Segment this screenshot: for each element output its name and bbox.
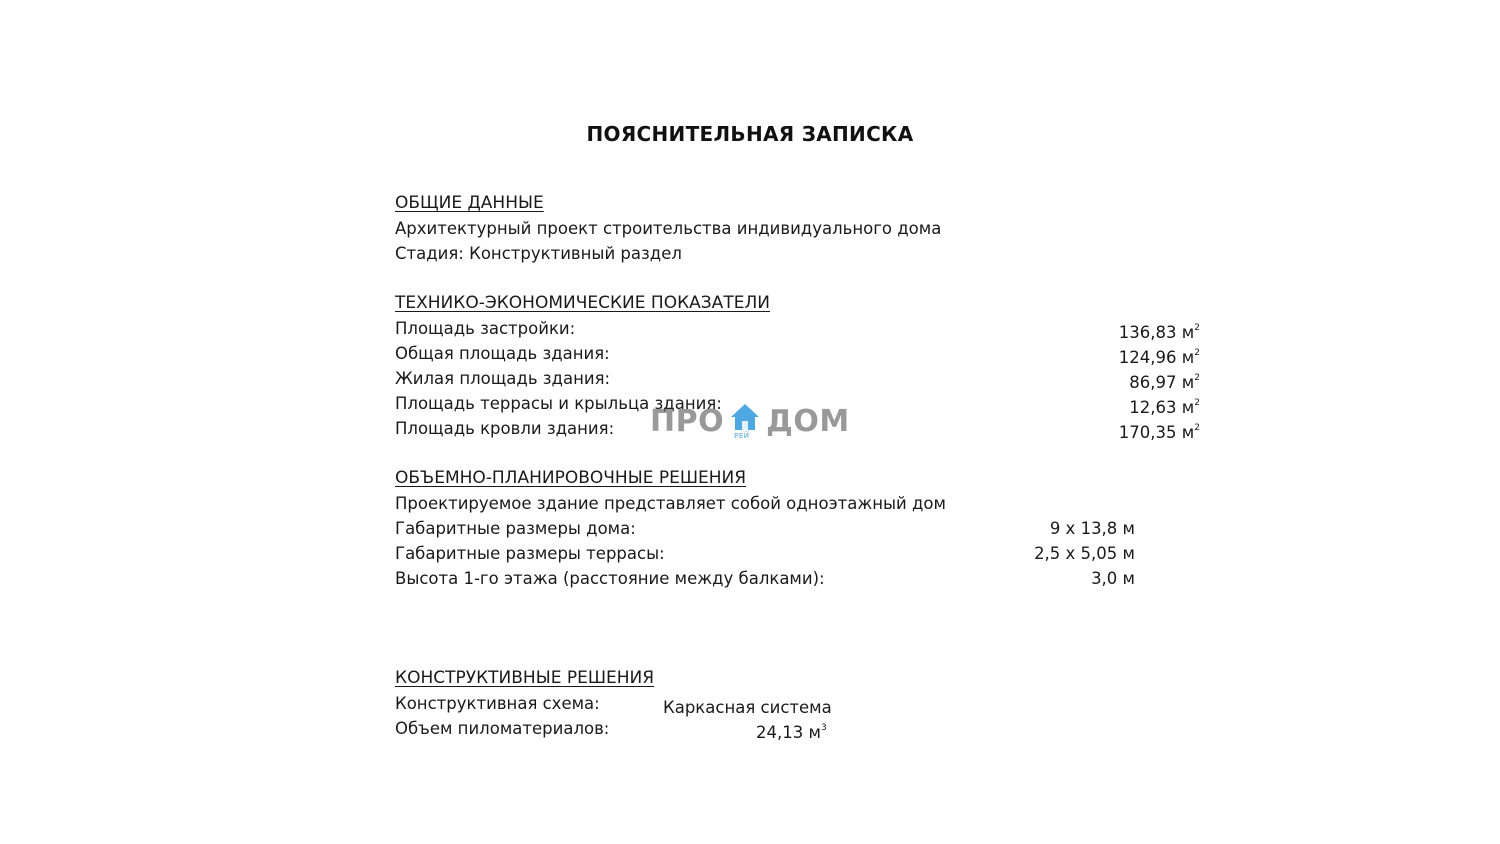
planning-row-value: 2,5 х 5,05 м [1034, 544, 1135, 563]
tech-row-value: 124,96 $м^2$ [1118, 348, 1200, 367]
planning-row [395, 566, 1135, 591]
watermark-text-left: ПРО [650, 403, 725, 439]
planning-row-label: Габаритные размеры террасы: [395, 544, 665, 563]
planning-row-label: Габаритные размеры дома: [395, 519, 636, 538]
general-line: Стадия: Конструктивный раздел [395, 244, 682, 263]
general-section [395, 191, 941, 266]
planning-row-value: 9 х 13,8 м [1049, 519, 1135, 538]
tech-row [395, 366, 1200, 392]
section-heading-structural: КОНСТРУКТИВНЫЕ РЕШЕНИЯ [395, 668, 655, 688]
tech-row-label: Площадь террасы и крыльца здания: [395, 394, 722, 413]
watermark-logo [650, 401, 850, 441]
general-line: Архитектурный проект строительства индивидуального дома [395, 219, 942, 238]
structural-row-label: Объем пиломатериалов: [395, 719, 610, 738]
structural-section [395, 666, 832, 742]
tech-row-value: 136,83 $м^2$ [1118, 323, 1200, 342]
structural-row [395, 716, 827, 742]
house-icon [730, 401, 762, 441]
tech-row [395, 341, 1200, 367]
section-heading-tech: ТЕХНИКО-ЭКОНОМИЧЕСКИЕ ПОКАЗАТЕЛИ [395, 293, 770, 313]
tech-row-value: 170,35 $м^2$ [1118, 423, 1200, 442]
watermark-subtext: РЕЙ [734, 432, 750, 440]
tech-row-label: Жилая площадь здания: [395, 369, 611, 388]
tech-row [395, 316, 1200, 342]
structural-row-value: Каркасная система [663, 698, 832, 717]
structural-row [395, 691, 832, 717]
planning-row-label: Высота 1-го этажа (расстояние между балками): [395, 569, 825, 588]
planning-section [395, 466, 1135, 591]
watermark-text-right: ДОМ [766, 403, 850, 439]
tech-row-label: Общая площадь здания: [395, 344, 610, 363]
section-heading-planning: ОБЪЕМНО-ПЛАНИРОВОЧНЫЕ РЕШЕНИЯ [395, 468, 747, 488]
tech-row-label: Площадь застройки: [395, 319, 576, 338]
structural-row-value: 24,13 $м^3$ [756, 723, 827, 742]
planning-row [395, 516, 1135, 541]
tech-row-value: 86,97 $м^2$ [1129, 373, 1200, 392]
planning-row [395, 541, 1135, 566]
planning-row-value: 3,0 м [1091, 569, 1135, 588]
section-heading-general: ОБЩИЕ ДАННЫЕ [395, 193, 544, 213]
tech-row-label: Площадь кровли здания: [395, 419, 615, 438]
document-title: ПОЯСНИТЕЛЬНАЯ ЗАПИСКА [586, 122, 914, 146]
planning-intro: Проектируемое здание представляет собой одноэтажный дом [395, 494, 946, 513]
tech-row-value: 12,63 $м^2$ [1129, 398, 1200, 417]
structural-row-label: Конструктивная схема: [395, 694, 600, 713]
